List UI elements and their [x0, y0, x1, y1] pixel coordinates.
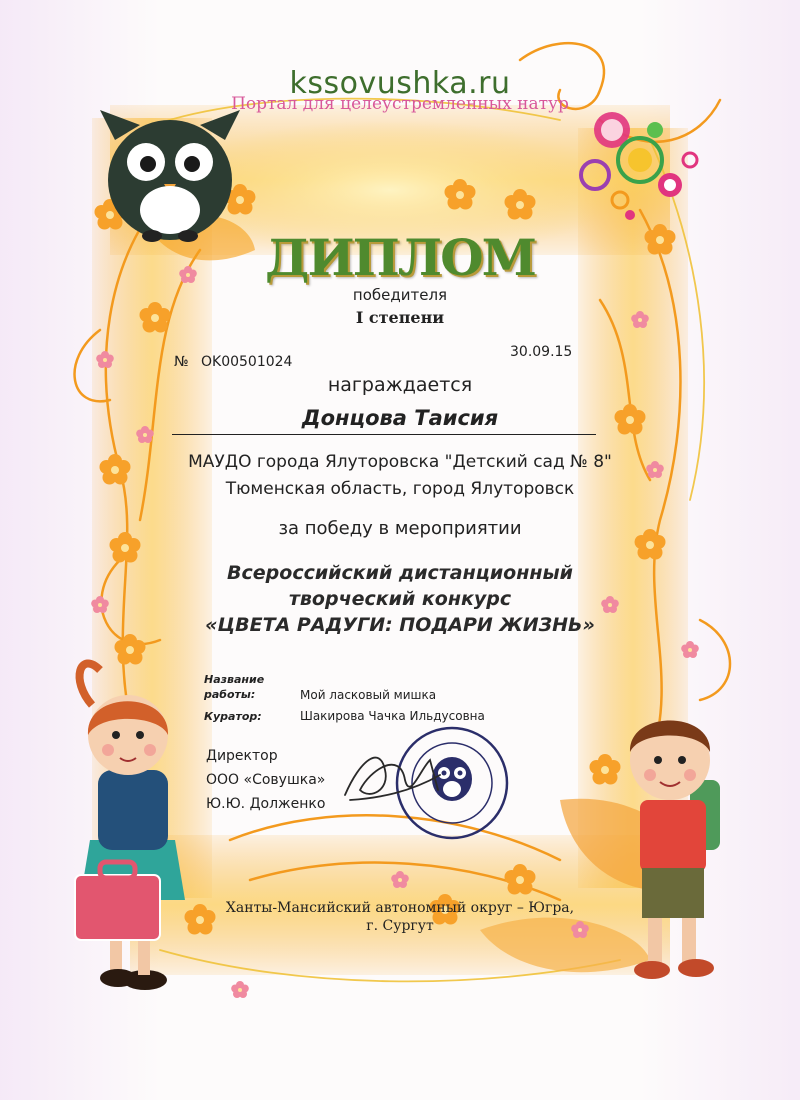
director-name: Ю.Ю. Долженко — [206, 796, 326, 812]
region: Тюменская область, город Ялуторовск — [225, 479, 575, 499]
for-win-text: за победу в мероприятии — [278, 518, 522, 539]
director-title: Директор — [206, 748, 278, 764]
diploma-degree: I степени — [355, 308, 445, 327]
diploma-number: OK00501024 — [201, 354, 293, 370]
work-label-line2: работы: — [204, 688, 256, 701]
diploma-date: 30.09.15 — [510, 344, 573, 360]
contest-line-2: творческий конкурс — [288, 588, 512, 610]
footer-city: г. Сургут — [366, 918, 434, 934]
director-company: ООО «Совушка» — [206, 772, 326, 788]
recipient-name: Донцова Таисия — [301, 406, 499, 430]
diploma-title: ДИПЛОМ — [264, 228, 536, 287]
name-underline — [172, 434, 596, 435]
awarded-text: награждается — [327, 374, 473, 396]
work-label-line1: Название — [204, 673, 265, 686]
number-label: № — [174, 354, 189, 370]
site-tagline: Портал для целеустремленных натур — [231, 94, 569, 114]
director-signature — [345, 758, 440, 800]
contest-line-3: «ЦВЕТА РАДУГИ: ПОДАРИ ЖИЗНЬ» — [205, 614, 595, 636]
footer-region: Ханты-Мансийский автономный округ – Югра, — [225, 900, 575, 916]
curator-name: Шакирова Чачка Ильдусовна — [300, 709, 485, 723]
contest-line-1: Всероссийский дистанционный — [227, 562, 573, 584]
curator-label: Куратор: — [204, 710, 262, 723]
organization: МАУДО города Ялуторовска "Детский сад № 8" — [188, 452, 612, 472]
site-url: kssovushka.ru — [289, 66, 511, 101]
diploma-subtitle: победителя — [352, 286, 448, 304]
work-title: Мой ласковый мишка — [300, 688, 437, 702]
